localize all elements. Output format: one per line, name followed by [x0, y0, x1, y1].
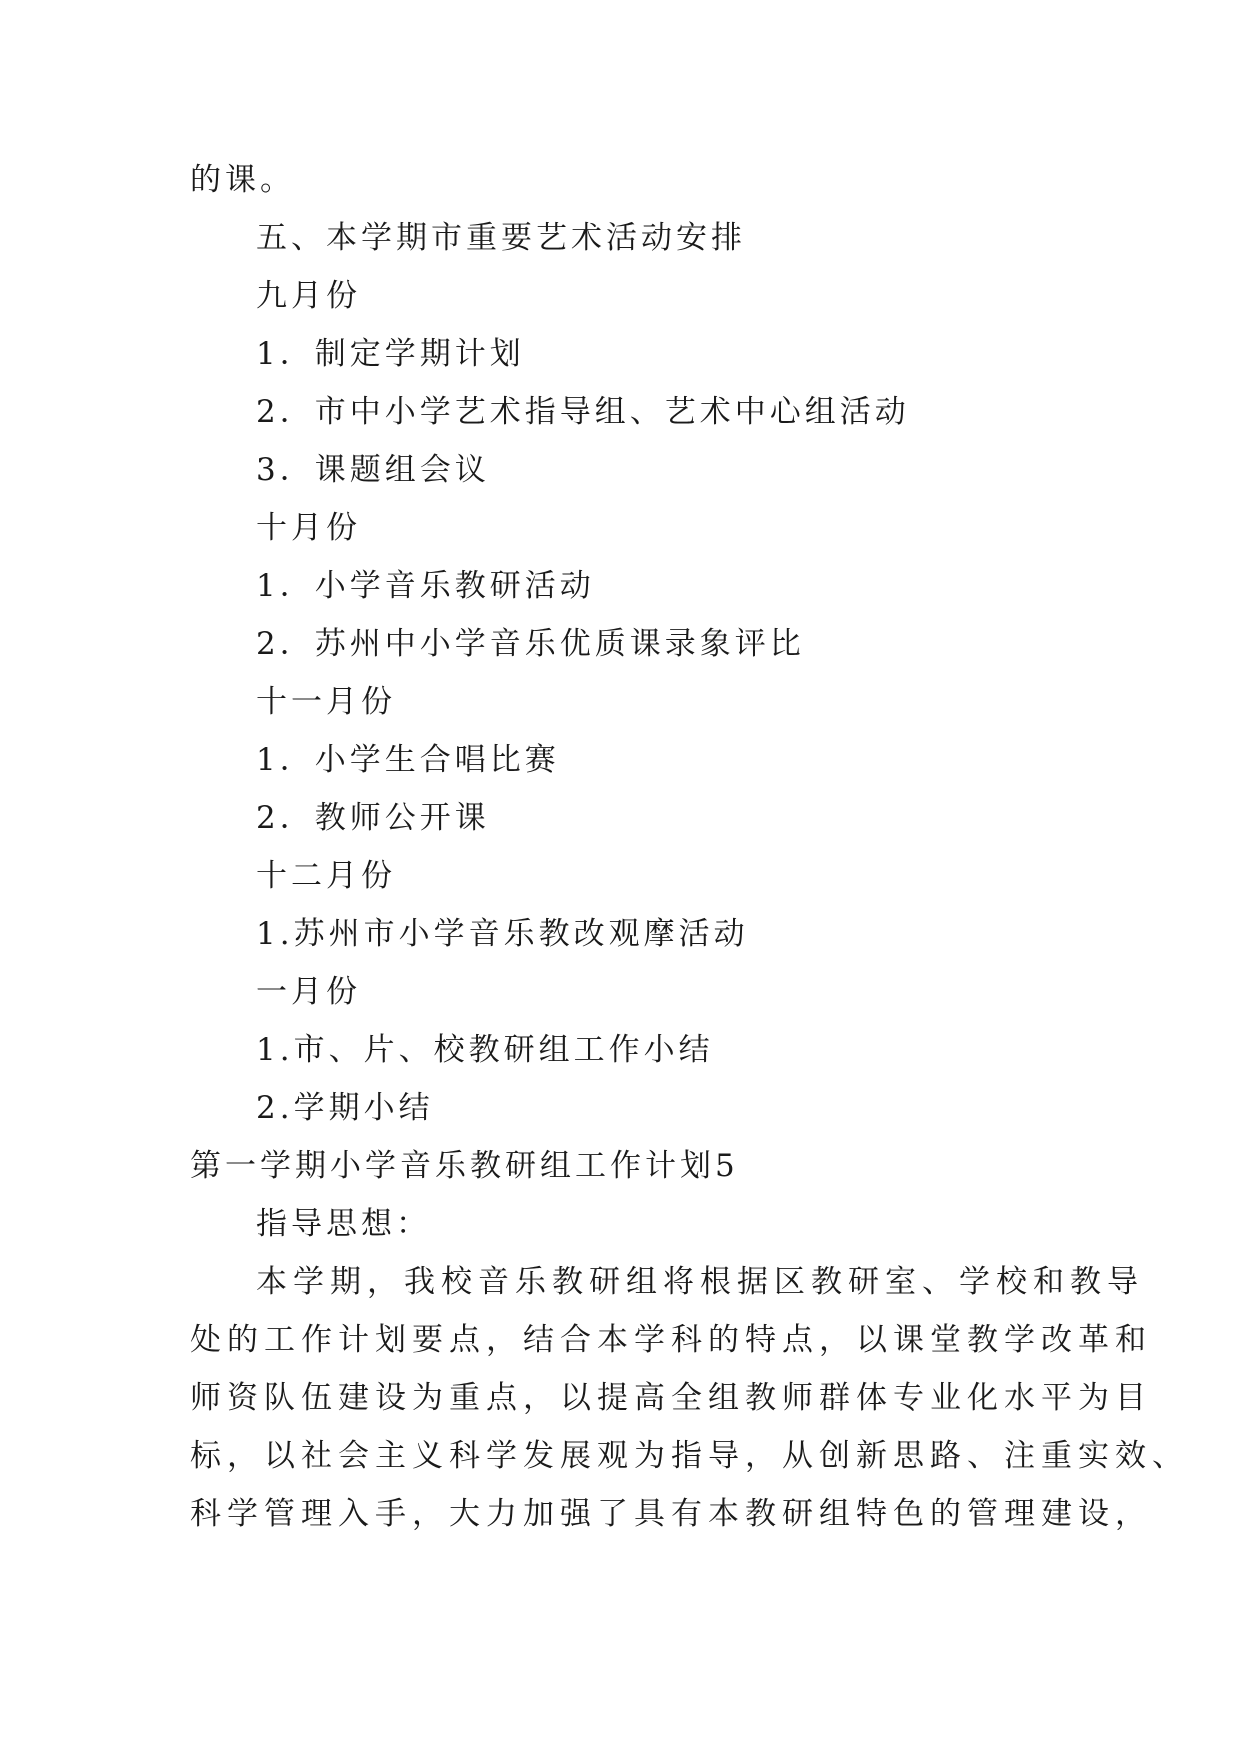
list-item: 2．市中小学艺术指导组、艺术中心组活动 [256, 394, 910, 430]
text-line: 的课。 [190, 162, 295, 198]
section-heading: 五、本学期市重要艺术活动安排 [256, 220, 746, 256]
paragraph-line: 师资队伍建设为重点，以提高全组教师群体专业化水平为目 [190, 1380, 1152, 1416]
month-heading: 十一月份 [256, 684, 396, 720]
paragraph-line: 处的工作计划要点，结合本学科的特点，以课堂教学改革和 [190, 1322, 1152, 1358]
paragraph-line: 科学管理入手，大力加强了具有本教研组特色的管理建设， [190, 1496, 1152, 1532]
paragraph-line: 本学期，我校音乐教研组将根据区教研室、学校和教导 [256, 1264, 1144, 1300]
list-item: 3．课题组会议 [256, 452, 490, 488]
paragraph-line: 标，以社会主义科学发展观为指导，从创新思路、注重实效、 [190, 1438, 1189, 1474]
list-item: 1．小学生合唱比赛 [256, 742, 560, 778]
document-title: 第一学期小学音乐教研组工作计划5 [190, 1148, 739, 1184]
section-heading: 指导思想： [256, 1206, 431, 1242]
month-heading: 九月份 [256, 278, 361, 314]
list-item: 2．苏州中小学音乐优质课录象评比 [256, 626, 805, 662]
list-item: 2．教师公开课 [256, 800, 490, 836]
list-item: 1．制定学期计划 [256, 336, 525, 372]
list-item: 1．小学音乐教研活动 [256, 568, 595, 604]
list-item: 1.苏州市小学音乐教改观摩活动 [256, 916, 749, 952]
month-heading: 一月份 [256, 974, 361, 1010]
month-heading: 十月份 [256, 510, 361, 546]
list-item: 2.学期小结 [256, 1090, 434, 1126]
list-item: 1.市、片、校教研组工作小结 [256, 1032, 714, 1068]
month-heading: 十二月份 [256, 858, 396, 894]
